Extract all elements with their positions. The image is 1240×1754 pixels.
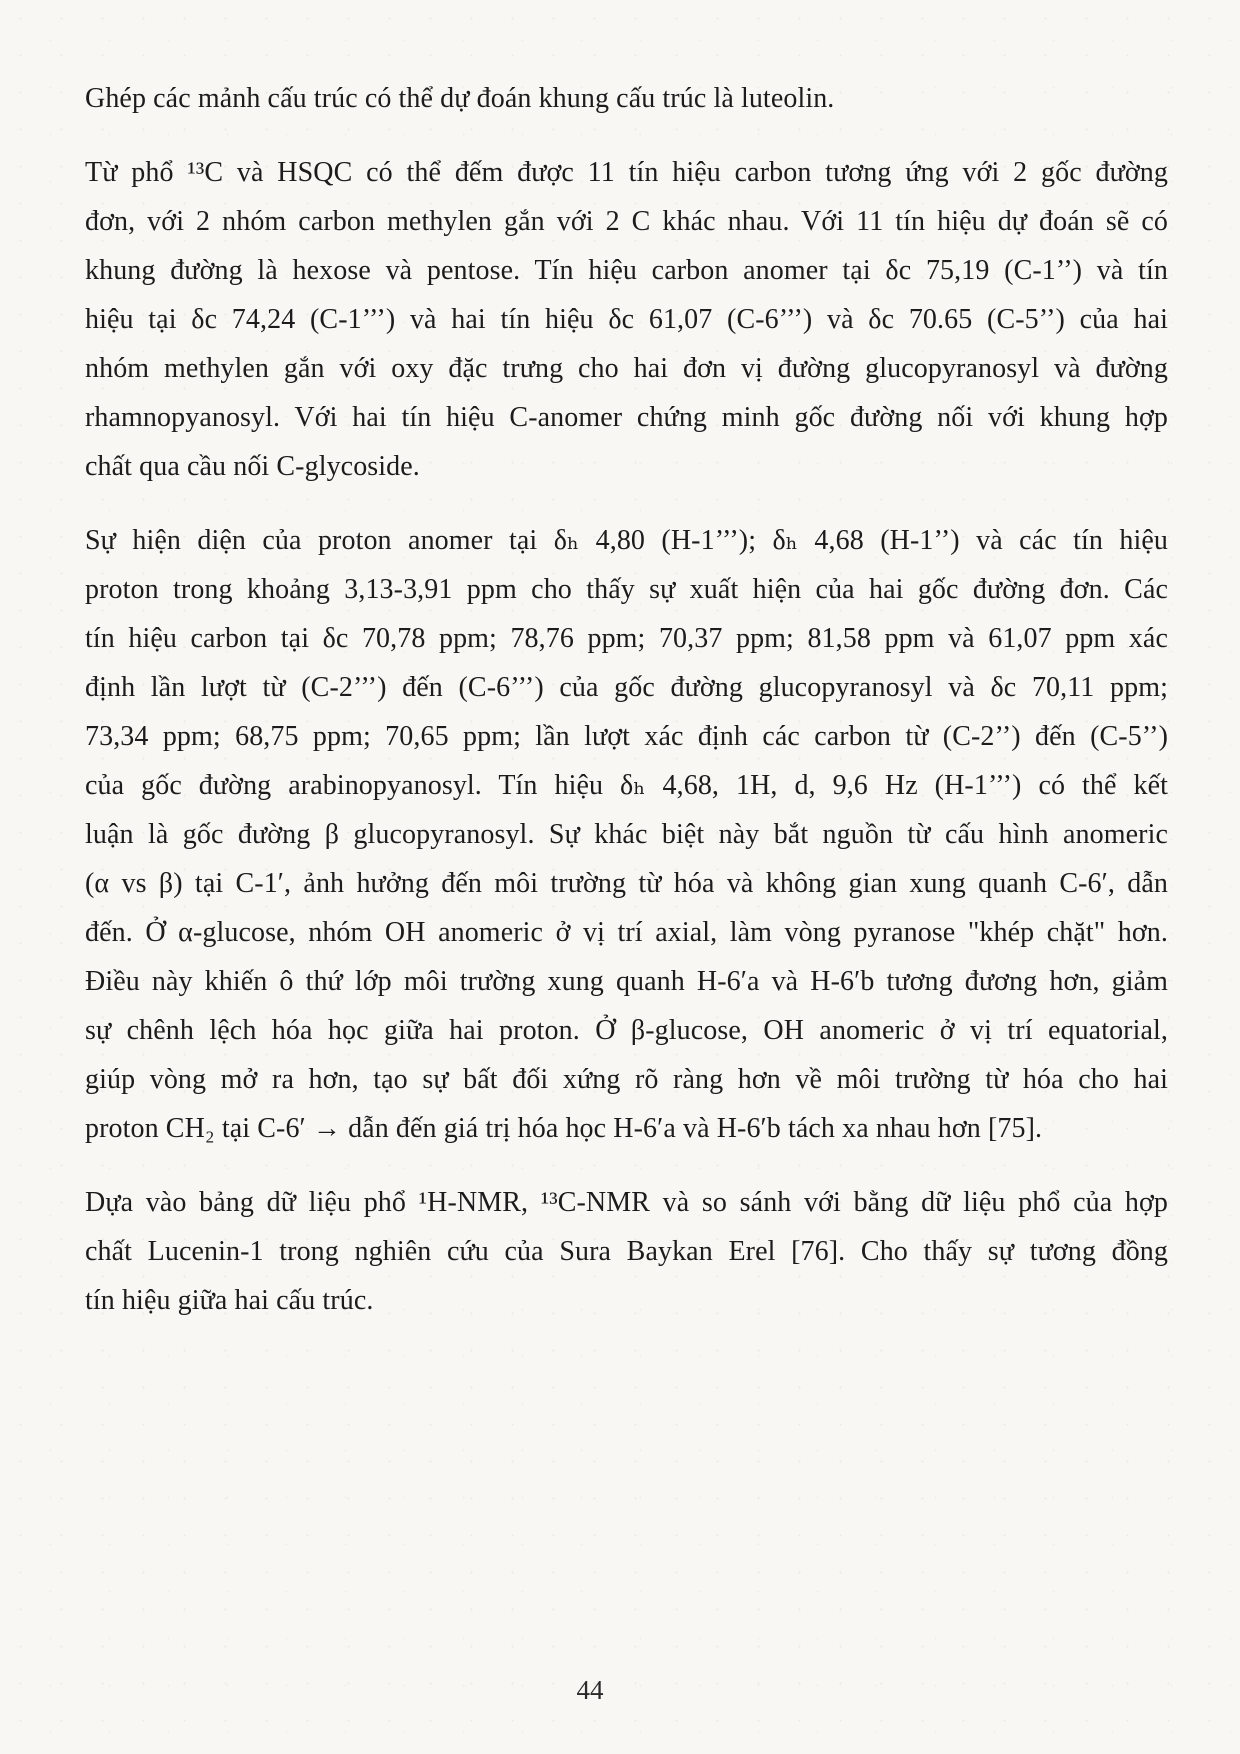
text-line: nhóm methylen gắn với oxy đặc trưng cho hai đơn vị đường glucopyranosyl và đường bbox=[85, 353, 1168, 384]
text-line: khung đường là hexose và pentose. Tín hiệu carbon anomer tại δc 75,19 (C-1’’) và tín bbox=[85, 255, 1168, 286]
text-line: đến. Ở α-glucose, nhóm OH anomeric ở vị trí axial, làm vòng pyranose "khép chặt" hơn. bbox=[85, 917, 1168, 948]
text-line: chất Lucenin-1 trong nghiên cứu của Sura Baykan Erel [76]. Cho thấy sự tương đồng bbox=[85, 1236, 1168, 1267]
text-line: (α vs β) tại C-1′, ảnh hưởng đến môi trường từ hóa và không gian xung quanh C-6′, dẫn bbox=[85, 868, 1168, 899]
text-line: của gốc đường arabinopyanosyl. Tín hiệu δₕ 4,68, 1H, d, 9,6 Hz (H-1’’’) có thể kết bbox=[85, 770, 1168, 801]
page-number: 44 bbox=[576, 1675, 604, 1705]
text-line: Dựa vào bảng dữ liệu phổ ¹H-NMR, ¹³C-NMR và so sánh với bằng dữ liệu phổ của hợp bbox=[85, 1187, 1168, 1218]
text-line: Sự hiện diện của proton anomer tại δₕ 4,80 (H-1’’’); δₕ 4,68 (H-1’’) và các tín hiệu bbox=[85, 525, 1168, 556]
text-line: proton CH₂ tại C-6′ → dẫn đến giá trị hóa học H-6′a và H-6′b tách xa nhau hơn [75]. bbox=[85, 1113, 1043, 1144]
paragraph-intro bbox=[85, 74, 1168, 123]
text-line: rhamnopyanosyl. Với hai tín hiệu C-anomer chứng minh gốc đường nối với khung hợp bbox=[85, 402, 1168, 433]
paragraph-carbon-signals bbox=[85, 148, 1168, 491]
text-line: Từ phổ ¹³C và HSQC có thể đếm được 11 tín hiệu carbon tương ứng với 2 gốc đường bbox=[85, 157, 1168, 188]
text-line: Ghép các mảnh cấu trúc có thể dự đoán khung cấu trúc là luteolin. bbox=[85, 83, 835, 114]
text-line: sự chênh lệch hóa học giữa hai proton. Ở β-glucose, OH anomeric ở vị trí equatorial, bbox=[85, 1015, 1168, 1046]
text-block bbox=[85, 74, 1168, 1325]
text-line: tín hiệu giữa hai cấu trúc. bbox=[85, 1285, 374, 1316]
text-line: đơn, với 2 nhóm carbon methylen gắn với 2 C khác nhau. Với 11 tín hiệu dự đoán sẽ có bbox=[85, 206, 1168, 237]
text-line: chất qua cầu nối C-glycoside. bbox=[85, 451, 420, 482]
text-line: hiệu tại δc 74,24 (C-1’’’) và hai tín hiệu δc 61,07 (C-6’’’) và δc 70.65 (C-5’’) của hai bbox=[85, 304, 1168, 335]
paragraph-proton-signals bbox=[85, 516, 1168, 1153]
text-line: 73,34 ppm; 68,75 ppm; 70,65 ppm; lần lượt xác định các carbon từ (C-2’’) đến (C-5’’) bbox=[85, 721, 1168, 752]
text-line: định lần lượt từ (C-2’’’) đến (C-6’’’) của gốc đường glucopyranosyl và δc 70,11 ppm; bbox=[85, 672, 1168, 703]
text-line: tín hiệu carbon tại δc 70,78 ppm; 78,76 ppm; 70,37 ppm; 81,58 ppm và 61,07 ppm xác bbox=[85, 623, 1168, 654]
text-line: Điều này khiến ô thứ lớp môi trường xung quanh H-6′a và H-6′b tương đương hơn, giảm bbox=[85, 966, 1168, 997]
paragraph-comparison bbox=[85, 1178, 1168, 1325]
text-line: luận là gốc đường β glucopyranosyl. Sự khác biệt này bắt nguồn từ cấu hình anomeric bbox=[85, 819, 1168, 850]
text-line: giúp vòng mở ra hơn, tạo sự bất đối xứng rõ ràng hơn về môi trường từ hóa cho hai bbox=[85, 1064, 1168, 1095]
text-line: proton trong khoảng 3,13-3,91 ppm cho thấy sự xuất hiện của hai gốc đường đơn. Các bbox=[85, 574, 1168, 605]
